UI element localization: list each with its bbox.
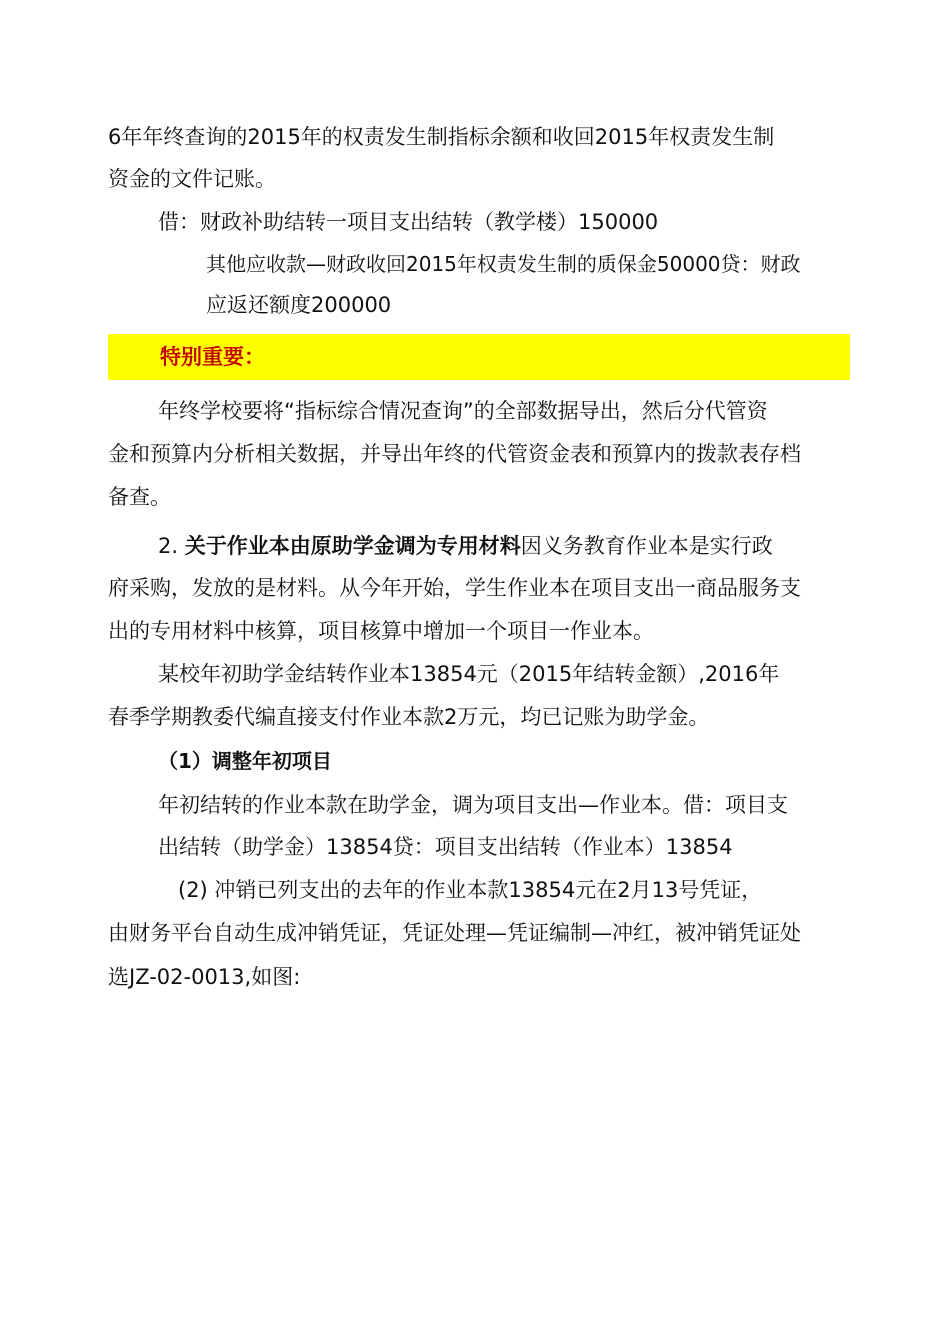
paragraph-4-line-2: 出结转（助学金）13854贷：项目支出结转（作业本）13854 <box>158 835 733 859</box>
section-2-title: 关于作业本由原助学金调为专用材料 <box>184 534 521 558</box>
entry-1-line-1: 借：财政补助结转一项目支出结转（教学楼）150000 <box>158 210 659 234</box>
paragraph-2-line-2: 金和预算内分析相关数据，并导出年终的代管资金表和预算内的拨款表存档 <box>108 442 801 466</box>
paragraph-5-line-2: 由财务平台自动生成冲销凭证，凭证处理—凭证编制—冲红，被冲销凭证处 <box>108 921 801 945</box>
paragraph-3-line-1: 某校年初助学金结转作业本13854元（2015年结转金额）,2016年 <box>158 662 780 686</box>
section-2-line-2: 府采购，发放的是材料。从今年开始，学生作业本在项目支出一商品服务支 <box>108 576 801 600</box>
section-2-number: 2. <box>158 534 179 558</box>
entry-1-line-2: 其他应收款—财政收回2015年权责发生制的质保金50000贷：财政 <box>206 252 801 276</box>
paragraph-5-line-3: 选JZ-02-0013,如图: <box>108 965 301 989</box>
paragraph-4-line-1: 年初结转的作业本款在助学金，调为项目支出—作业本。借：项目支 <box>158 793 788 817</box>
section-2-text: 因义务教育作业本是实行政 <box>520 534 773 558</box>
paragraph-5-line-1: (2) 冲销已列支出的去年的作业本款13854元在2月13号凭证， <box>178 878 763 902</box>
paragraph-1-line-1: 6年年终查询的2015年的权责发生制指标余额和收回2015年权责发生制 <box>108 125 775 149</box>
paragraph-2-line-3: 备查。 <box>108 485 171 509</box>
section-2-line-3: 出的专用材料中核算，项目核算中增加一个项目一作业本。 <box>108 619 654 643</box>
entry-1-line-3: 应返还额度200000 <box>206 293 392 317</box>
paragraph-2-line-1: 年终学校要将“指标综合情况查询”的全部数据导出，然后分代管资 <box>158 399 768 423</box>
subheading-1: （1）调整年初项目 <box>158 749 332 773</box>
paragraph-1-line-2: 资金的文件记账。 <box>108 167 276 191</box>
highlight-banner <box>108 334 850 380</box>
highlight-text: 特别重要： <box>160 345 265 369</box>
section-2-line-1 <box>158 531 773 561</box>
paragraph-3-line-2: 春季学期教委代编直接支付作业本款2万元，均已记账为助学金。 <box>108 705 710 729</box>
